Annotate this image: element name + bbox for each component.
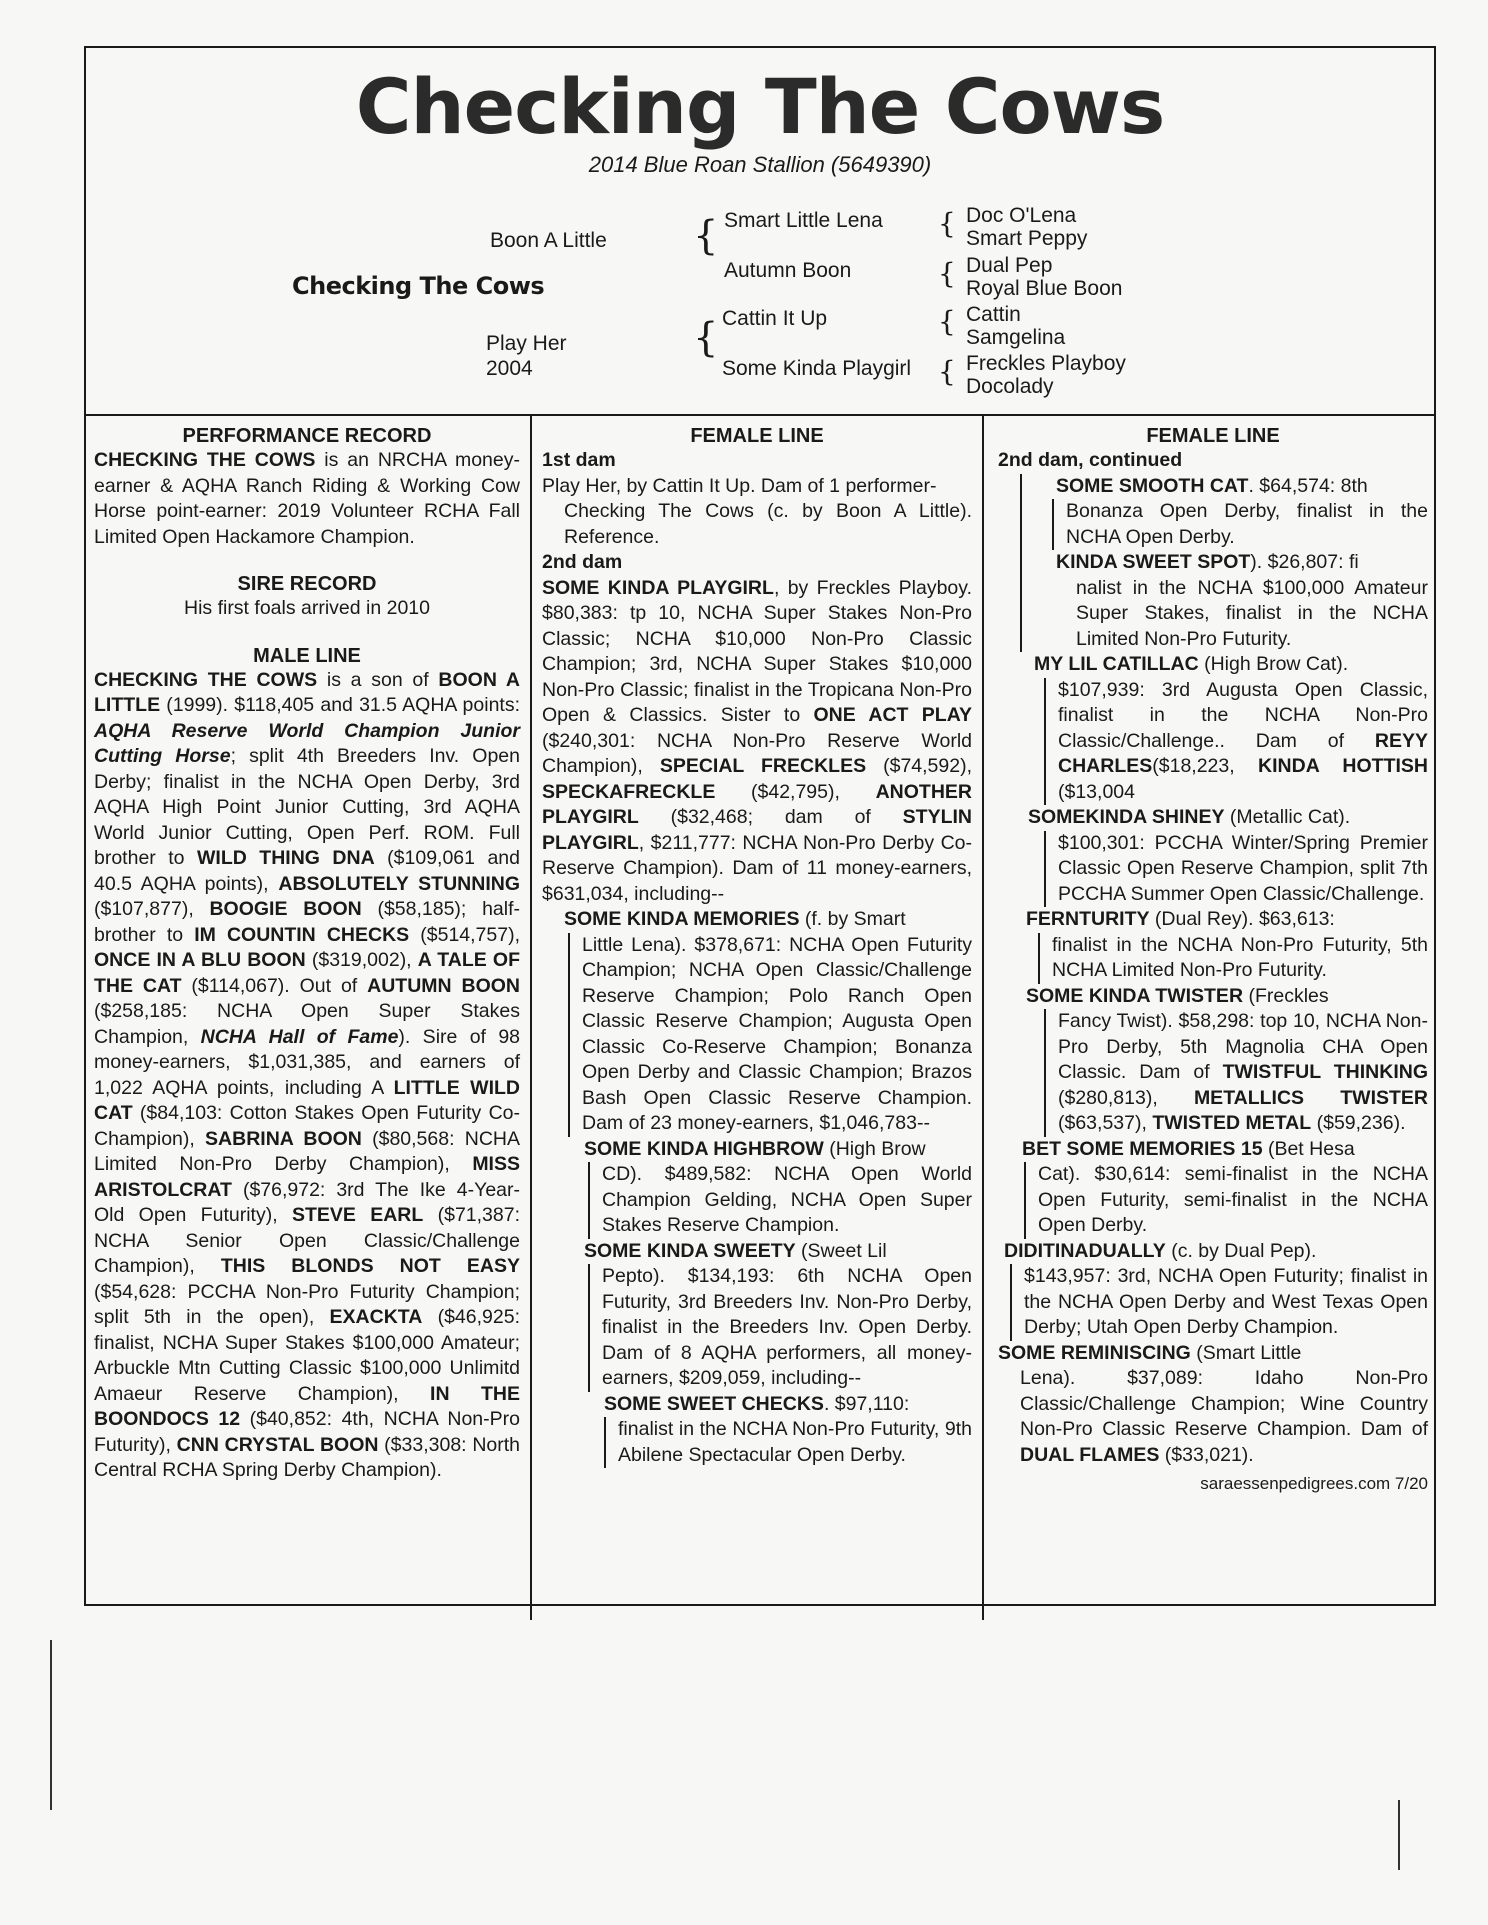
page-frame: [84, 46, 1436, 1606]
second-dam-heading: 2nd dam: [542, 551, 623, 573]
produce-block: [568, 933, 972, 1137]
second-dam-continued-heading: 2nd dam, continued: [998, 449, 1183, 471]
produce-block: [1052, 499, 1428, 550]
produce-somekinda-shiney: SOMEKINDA SHINEY (Metallic Cat).: [1028, 806, 1351, 828]
brace-icon: {: [693, 315, 719, 361]
produce-some-smooth-cat: SOME SMOOTH CAT. $64,574: 8th: [1056, 474, 1368, 497]
produce-text: $143,957: 3rd, NCHA Open Futurity; finalist in the NCHA Open Derby and West Texas Open Derby; Utah Open Derby Champion.: [1024, 1265, 1428, 1338]
produce-some-kinda-memories: SOME KINDA MEMORIES (f. by Smart: [564, 908, 906, 930]
produce-block: [604, 1417, 972, 1468]
brace-icon: {: [938, 305, 956, 338]
produce-text: Pepto). $134,193: 6th NCHA Open Futurity, 3rd Breeders Inv. Non-Pro Derby, finalist in the Breeders Inv. Open Derby. Dam of 8 AQHA performers, all money-earners, $209,059, including--: [602, 1265, 972, 1389]
column-right: [984, 414, 1438, 1620]
produce-text: $107,939: 3rd Augusta Open Classic, finalist in the NCHA Non-Pro Classic/Challenge.. Dam of REYY CHARLES($18,223, KINDA HOTTISH ($13,004: [1058, 678, 1428, 803]
produce-bet-some-memories: BET SOME MEMORIES 15 (Bet Hesa: [1022, 1137, 1355, 1160]
produce-text: Lena). $37,089: Idaho Non-Pro Classic/Challenge Champion; Wine Country Non-Pro Classic Reserve Champion. Dam of DUAL FLAMES ($33,021).: [1020, 1367, 1428, 1466]
produce-group: [1020, 474, 1428, 653]
produce-text: finalist in the NCHA Non-Pro Futurity, 5th NCHA Limited Non-Pro Futurity.: [1052, 933, 1428, 981]
pedigree-g8: Docolady: [966, 375, 1054, 398]
pedigree-g3: Dual Pep: [966, 254, 1053, 277]
first-dam-produce: Checking The Cows (c. by Boon A Little). Reference.: [564, 500, 972, 548]
pedigree-g5: Cattin: [966, 303, 1021, 326]
page-title: Checking The Cows: [355, 62, 1165, 151]
page-subtitle: 2014 Blue Roan Stallion (5649390): [588, 152, 932, 177]
female-line-heading: FEMALE LINE: [690, 425, 824, 447]
pedigree-g4: Royal Blue Boon: [966, 277, 1123, 300]
produce-diditinadually: DIDITINADUALLY (c. by Dual Pep).: [1004, 1239, 1317, 1262]
produce-my-lil-catillac: MY LIL CATILLAC (High Brow Cat).: [1034, 653, 1349, 675]
pedigree-dam-sire: Cattin It Up: [722, 307, 828, 330]
produce-fernturity: FERNTURITY (Dual Rey). $63,613:: [1026, 908, 1335, 930]
pedigree-sire: Boon A Little: [490, 229, 607, 252]
produce-text: CD). $489,582: NCHA Open World Champion Gelding, NCHA Open Super Stakes Reserve Champion.: [602, 1163, 972, 1236]
pedigree-g1: Doc O'Lena: [966, 204, 1077, 227]
first-dam-text: Play Her, by Cattin It Up. Dam of 1 performer-: [542, 474, 937, 497]
produce-text: nalist in the NCHA $100,000 Amateur Super Stakes, finalist in the NCHA Limited Non-Pro Futurity.: [1076, 576, 1428, 650]
produce-some-kinda-highbrow: SOME KINDA HIGHBROW (High Brow: [584, 1137, 926, 1160]
produce-some-sweet-checks: SOME SWEET CHECKS. $97,110:: [604, 1392, 910, 1415]
produce-some-reminiscing: SOME REMINISCING (Smart Little: [998, 1341, 1302, 1364]
produce-block: [588, 1264, 972, 1392]
column-middle: [532, 414, 984, 1620]
pedigree-g2: Smart Peppy: [966, 227, 1088, 250]
brace-icon: {: [693, 213, 719, 259]
produce-some-kinda-sweety: SOME KINDA SWEETY (Sweet Lil: [584, 1239, 887, 1262]
produce-text: $100,301: PCCHA Winter/Spring Premier Classic Open Reserve Champion, split 7th PCCHA Summer Open Classic/Challenge.: [1058, 831, 1428, 905]
brace-icon: {: [938, 355, 956, 388]
sire-record-text: His first foals arrived in 2010: [183, 597, 431, 619]
column-left: [86, 414, 532, 1620]
pedigree-dam-dam: Some Kinda Playgirl: [722, 357, 912, 380]
male-line-heading: MALE LINE: [253, 644, 361, 667]
pedigree-g6: Samgelina: [966, 326, 1066, 349]
pedigree-dam-year: 2004: [486, 357, 533, 380]
produce-text: Cat). $30,614: semi-finalist in the NCHA Open Futurity, semi-finalist in the NCHA Open Derby.: [1038, 1163, 1428, 1236]
scan-edge-mark: [1398, 1800, 1400, 1870]
male-line-text: CHECKING THE COWS is a son of BOON A LITTLE (1999). $118,405 and 31.5 AQHA points: AQHA Reserve World Champion Junior Cutting Horse; split 4th Breeders Inv. Open Derby; finalist in the NCHA Open Derby, 3rd AQHA High Point Junior Cutting, 3rd AQHA World Junior Cutting, Open Perf. ROM. Full brother to WILD THING DNA ($109,061 and 40.5 AQHA points), ABSOLUTELY STUNNING ($107,877), BOOGIE BOON ($58,185); half-brother to IM COUNTIN CHECKS ($514,757), ONCE IN A BLU BOON ($319,002), A TALE OF THE CAT ($114,067). Out of AUTUMN BOON ($258,185: NCHA Open Super Stakes Champion, NCHA Hall of Fame). Sire of 98 money-earners, $1,031,385, and earners of 1,022 AQHA points, including A LITTLE WILD CAT ($84,103: Cotton Stakes Open Futurity Co-Champion), SABRINA BOON ($80,568: NCHA Limited Non-Pro Derby Champion), MISS ARISTOLCRAT ($76,972: 3rd The Ike 4-Year-Old Open Futurity), STEVE EARL ($71,387: NCHA Senior Open Classic/Challenge Champion), THIS BLONDS NOT EASY ($54,628: PCCHA Non-Pro Futurity Champion; split 5th in the open), EXACKTA ($46,925: finalist, NCHA Super Stakes $100,000 Amateur; Arbuckle Mtn Cutting Classic $100,000 Unlimitd Amaeur Reserve Champion), IN THE BOONDOCS 12 ($40,852: 4th, NCHA Non-Pro Futurity), CNN CRYSTAL BOON ($33,308: North Central RCHA Spring Derby Champion).: [94, 668, 521, 1481]
pedigree-sire-sire: Smart Little Lena: [724, 209, 883, 232]
pedigree-header: [86, 48, 1434, 416]
produce-block: [1010, 1264, 1428, 1341]
produce-text: Fancy Twist). $58,298: top 10, NCHA Non-Pro Derby, 5th Magnolia CHA Open Classic. Dam of TWISTFUL THINKING ($280,813), METALLICS TWISTER ($63,537), TWISTED METAL ($59,236).: [1058, 1010, 1428, 1134]
pedigree-sire-dam: Autumn Boon: [724, 259, 852, 282]
pedigree-g7: Freckles Playboy: [966, 352, 1126, 375]
record-columns: [86, 414, 1434, 1620]
female-line-heading: FEMALE LINE: [1146, 425, 1280, 447]
sire-record-heading: SIRE RECORD: [237, 573, 377, 595]
produce-text: Bonanza Open Derby, finalist in the NCHA Open Derby.: [1066, 500, 1428, 548]
pedigree-horse: Checking The Cows: [292, 272, 545, 300]
produce-block: [1024, 1162, 1428, 1239]
brace-icon: {: [938, 207, 956, 240]
produce-block: [1044, 831, 1428, 908]
performance-record-text: CHECKING THE COWS is an NRCHA money-earner & AQHA Ranch Riding & Working Cow Horse point-earner: 2019 Volunteer RCHA Fall Limited Open Hackamore Champion.: [94, 449, 520, 548]
produce-kinda-sweet-spot: KINDA SWEET SPOT). $26,807: fi: [1056, 551, 1359, 573]
produce-block: [588, 1162, 972, 1239]
produce-text: Little Lena). $378,671: NCHA Open Futurity Champion; NCHA Open Classic/Challenge Reserve Champion; Polo Ranch Open Classic Reserve Champion; Augusta Open Classic Co-Reserve Champion; Bonanza Open Derby and Classic Champion; Brazos Bash Open Classic Reserve Champion. Dam of 23 money-earners, $1,046,783--: [582, 933, 972, 1134]
performance-record-heading: PERFORMANCE RECORD: [182, 425, 432, 447]
produce-block: [1044, 678, 1428, 806]
footer-credit: saraessenpedigrees.com 7/20: [1200, 1474, 1428, 1493]
pedigree-dam: Play Her: [486, 332, 567, 355]
first-dam-heading: 1st dam: [542, 449, 616, 471]
produce-block: [1044, 1009, 1428, 1137]
produce-block: [1038, 933, 1428, 984]
brace-icon: {: [938, 257, 956, 290]
produce-some-kinda-twister: SOME KINDA TWISTER (Freckles: [1026, 984, 1329, 1007]
produce-text: finalist in the NCHA Non-Pro Futurity, 9th Abilene Spectacular Open Derby.: [618, 1418, 972, 1466]
second-dam-text: SOME KINDA PLAYGIRL, by Freckles Playboy. $80,383: tp 10, NCHA Super Stakes Non-Pro Classic; NCHA $10,000 Non-Pro Classic Champion; 3rd, NCHA Super Stakes $10,000 Non-Pro Classic; finalist in the Tropicana Non-Pro Open & Classics. Sister to ONE ACT PLAY ($240,301: NCHA Non-Pro Reserve World Champion), SPECIAL FRECKLES ($74,592), SPECKAFRECKLE ($42,795), ANOTHER PLAYGIRL ($32,468; dam of STYLIN PLAYGIRL, $211,777: NCHA Non-Pro Derby Co-Reserve Champion). Dam of 11 money-earners, $631,034, including--: [542, 576, 973, 905]
scan-edge-mark: [50, 1640, 52, 1810]
